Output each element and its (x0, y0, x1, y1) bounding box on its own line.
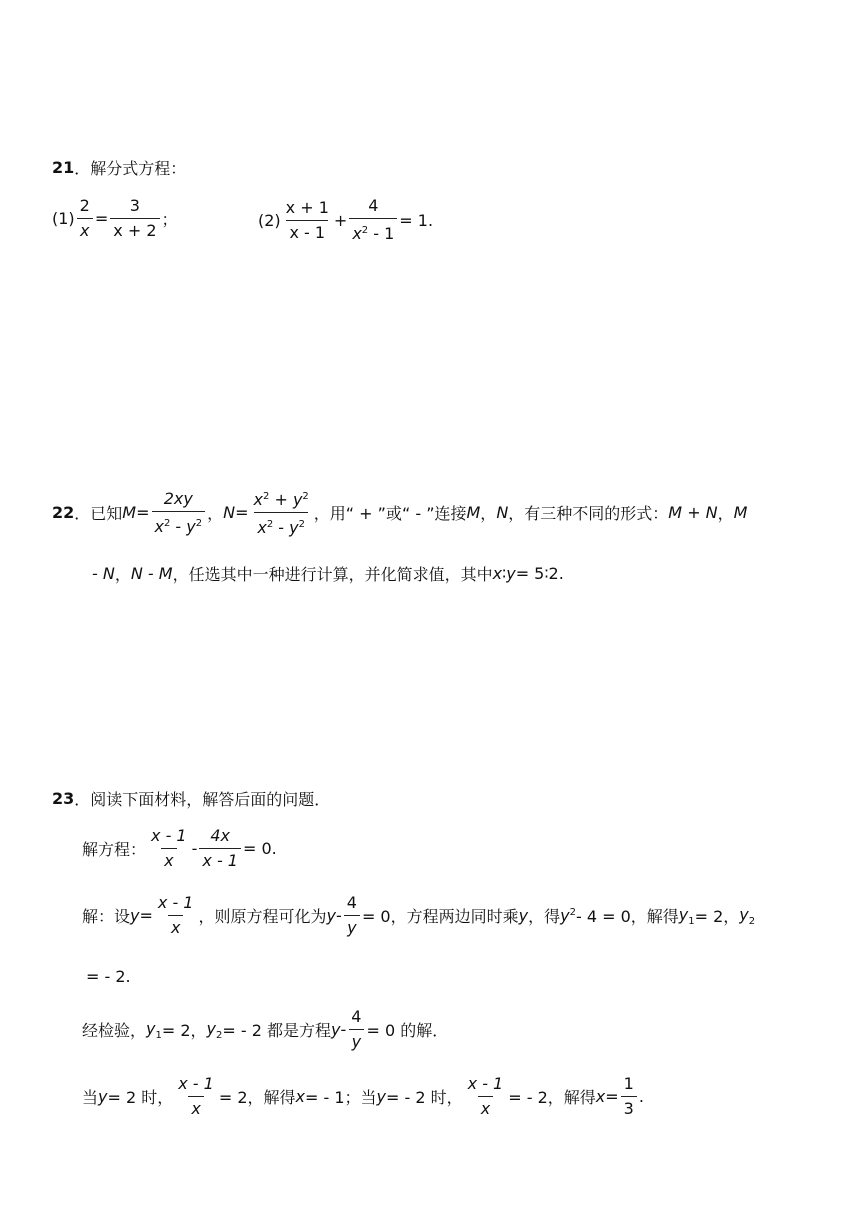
q22-line2: - N ， N - M ，任选其中一种进行计算，并化简求值，其中 x ∶ y = 5∶2. (92, 564, 564, 584)
fraction: $\frac{x - 1}{x}$ (151, 826, 187, 870)
q23-line5: 当 y = 2 时， $\frac{x - 1}{x}$ = 2，解得 x = - 1；当 y = - 2 时， $\frac{x - 1}{x}$ = - 2，解得 x = $\frac{1}{3}$ . (82, 1074, 644, 1118)
fraction: $\frac{4}{y}$ (348, 1007, 364, 1052)
q21-part1: (1) $\frac{2}{x}$ = $\frac{3}{x + 2}$ ； (52, 196, 178, 240)
fraction: $\frac{1}{3}$ (621, 1074, 637, 1119)
fraction: $\frac{x + 1}{x - 1}$ (285, 197, 329, 242)
q21-heading (52, 156, 186, 179)
q23-heading (52, 787, 330, 810)
fraction: $\frac{4x}{x - 1}$ (199, 826, 241, 871)
fraction: $\frac{4}{y}$ (344, 893, 360, 938)
fraction: $\frac{2}{x}$ (77, 196, 93, 241)
fraction-N: $\frac{x^2 + y^2}{x^2 - y^2}$ (253, 490, 309, 537)
q23-number: 23 (52, 789, 75, 808)
q21-number: 21 (52, 158, 75, 177)
fraction-M: $\frac{2xy}{x^2 - y^2}$ (152, 489, 206, 537)
q22-number: 22 (52, 503, 75, 522)
q22-line1: 22 ．已知 M = $\frac{2xy}{x^2 - y^2}$ ， N = $\frac{x^2 + y^2}{x^2 - y^2}$ ，用“ + ”或“ - ”连接 M ， N ，有三种不同的形式： M + N ， M (52, 488, 748, 537)
q23-line3: = - 2. (86, 967, 131, 986)
q21-part2: (2) $\frac{x + 1}{x - 1}$ + $\frac{4}{x^2 - 1}$ = 1. (258, 196, 434, 243)
fraction: $\frac{4}{x^2 - 1}$ (349, 196, 397, 244)
fraction: $\frac{3}{x + 2}$ (110, 196, 159, 241)
q21-title: ．解分式方程： (74, 159, 187, 178)
q23-line1: 解方程： $\frac{x - 1}{x}$ - $\frac{4x}{x - 1}$ = 0. (82, 826, 277, 870)
q23-line4: 经检验， $y_1$ = 2， $y_2$ = - 2 都是方程 y - $\frac{4}{y}$ = 0 的解． (82, 1007, 449, 1051)
fraction: $\frac{x - 1}{x}$ (157, 893, 194, 937)
q23-line2: 解：设 y = $\frac{x - 1}{x}$ ，则原方程可化为 y - $\frac{4}{y}$ = 0，方程两边同时乘 y ，得 $y^2$ - 4 = 0，解得 $y_1$ = 2， $y_2$ (82, 893, 756, 937)
part-label: (2) (258, 210, 281, 230)
q23-title: ．阅读下面材料，解答后面的问题． (74, 790, 331, 809)
fraction: $\frac{x - 1}{x}$ (467, 1074, 504, 1118)
fraction: $\frac{x - 1}{x}$ (178, 1074, 214, 1118)
part-label: (1) (52, 209, 75, 228)
